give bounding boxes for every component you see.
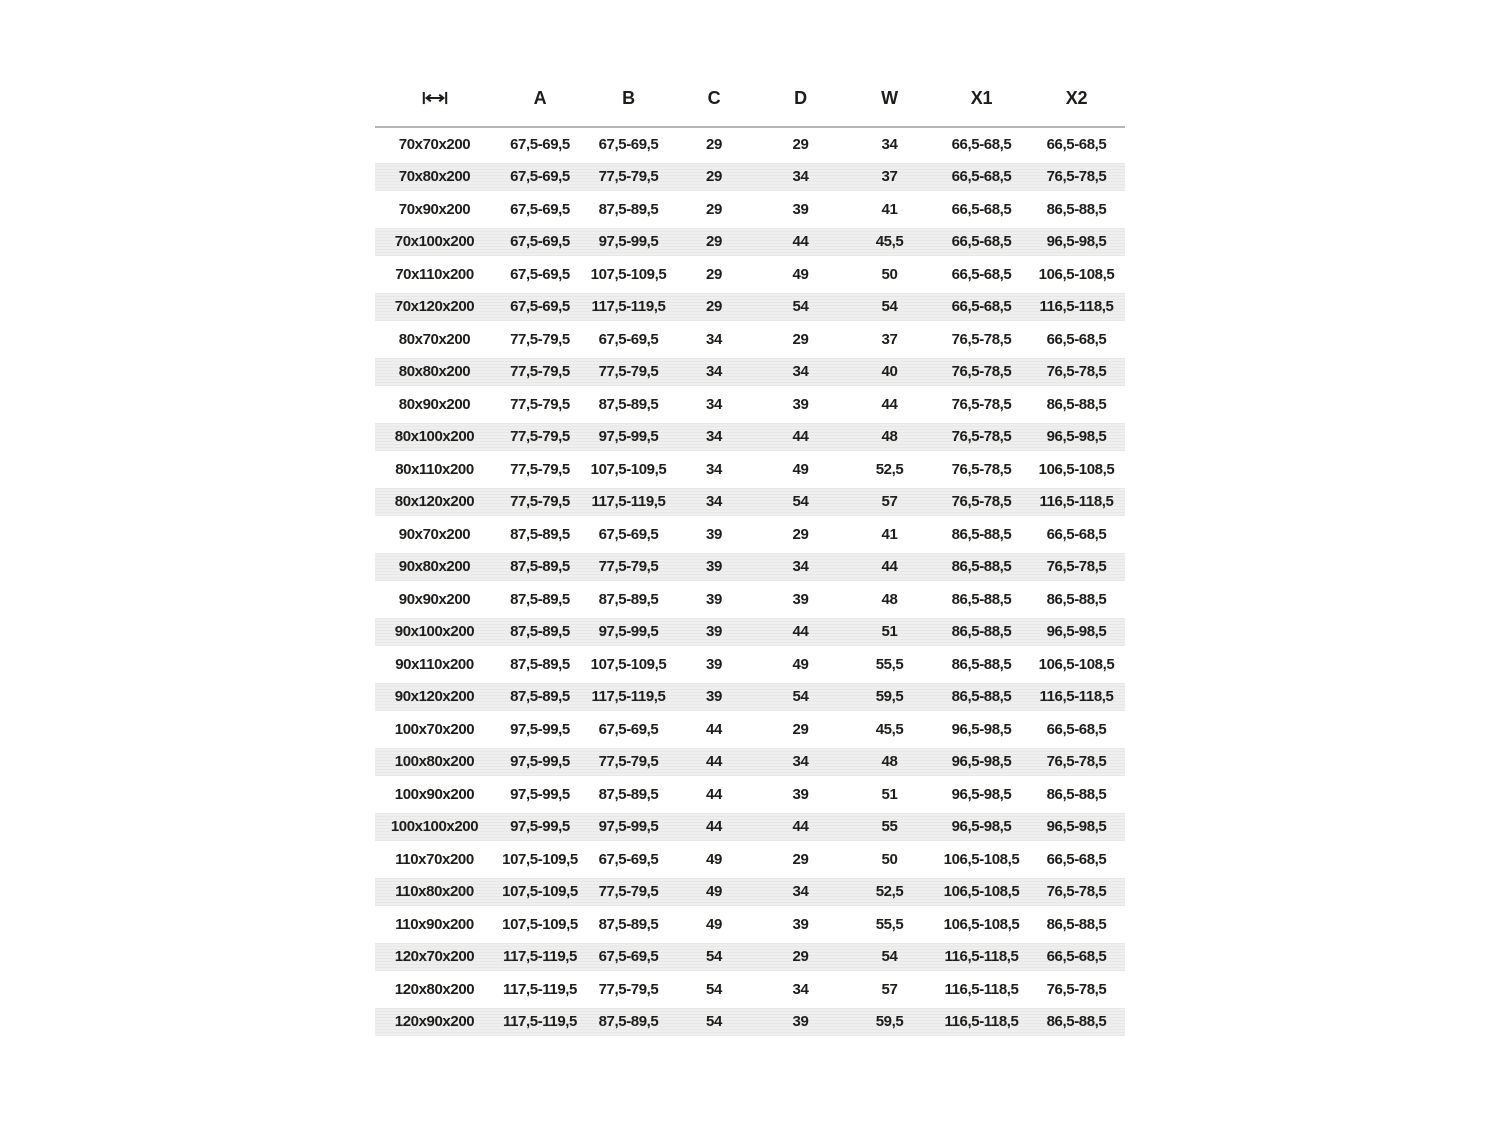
value-cell: 96,5-98,5 — [951, 753, 1012, 771]
value-cell: 76,5-78,5 — [951, 460, 1012, 478]
table-row — [375, 323, 1125, 356]
table-row — [375, 876, 1125, 909]
value-cell: 77,5-79,5 — [598, 980, 659, 998]
value-cell: 87,5-89,5 — [510, 688, 570, 706]
size-cell: 100x70x200 — [394, 720, 475, 738]
value-cell: 66,5-68,5 — [951, 298, 1012, 316]
column-header-d: D — [794, 87, 807, 108]
value-cell: 39 — [706, 525, 722, 543]
value-cell: 57 — [881, 493, 898, 511]
value-cell: 87,5-89,5 — [510, 525, 570, 543]
table-row — [375, 941, 1125, 974]
value-cell: 77,5-79,5 — [598, 168, 659, 186]
column-header-b: B — [622, 87, 635, 108]
size-cell: 70x90x200 — [398, 200, 471, 218]
value-cell: 34 — [792, 168, 809, 186]
value-cell: 50 — [881, 265, 898, 283]
value-cell: 117,5-119,5 — [502, 948, 577, 966]
size-cell: 90x80x200 — [398, 558, 471, 576]
value-cell: 51 — [881, 785, 898, 803]
value-cell: 29 — [706, 233, 722, 251]
value-cell: 106,5-108,5 — [943, 883, 1020, 901]
size-cell: 90x120x200 — [394, 688, 475, 706]
value-cell: 44 — [792, 623, 809, 641]
table-row — [375, 128, 1125, 161]
value-cell: 106,5-108,5 — [1038, 655, 1115, 673]
column-header-c: C — [707, 87, 721, 108]
value-cell: 39 — [792, 590, 809, 608]
table-row — [375, 453, 1125, 486]
table-row — [375, 616, 1125, 649]
value-cell: 67,5-69,5 — [598, 850, 659, 868]
value-cell: 34 — [792, 363, 809, 381]
value-cell: 86,5-88,5 — [951, 590, 1012, 608]
value-cell: 55,5 — [875, 655, 904, 673]
value-cell: 34 — [706, 493, 722, 511]
value-cell: 67,5-69,5 — [510, 265, 570, 283]
value-cell: 77,5-79,5 — [510, 330, 570, 348]
value-cell: 41 — [881, 200, 898, 218]
value-cell: 34 — [792, 883, 809, 901]
size-cell: 80x80x200 — [398, 363, 471, 381]
table-row — [375, 746, 1125, 779]
value-cell: 66,5-68,5 — [951, 168, 1012, 186]
value-cell: 97,5-99,5 — [598, 233, 659, 251]
value-cell: 34 — [792, 753, 809, 771]
value-cell: 96,5-98,5 — [951, 785, 1012, 803]
table-row — [375, 291, 1125, 324]
size-cell: 100x90x200 — [394, 785, 475, 803]
value-cell: 48 — [881, 590, 898, 608]
size-cell: 110x80x200 — [395, 883, 474, 901]
table-body — [375, 128, 1125, 1038]
size-cell: 80x120x200 — [394, 493, 475, 511]
value-cell: 44 — [881, 558, 898, 576]
value-cell: 37 — [881, 330, 898, 348]
value-cell: 97,5-99,5 — [598, 428, 659, 446]
value-cell: 44 — [792, 818, 809, 836]
table-row — [375, 551, 1125, 584]
value-cell: 107,5-109,5 — [590, 265, 667, 283]
value-cell: 66,5-68,5 — [951, 265, 1012, 283]
value-cell: 66,5-68,5 — [1046, 720, 1107, 738]
value-cell: 44 — [792, 233, 809, 251]
column-header-x1: X1 — [970, 87, 993, 108]
value-cell: 34 — [706, 460, 722, 478]
value-cell: 67,5-69,5 — [598, 720, 659, 738]
value-cell: 116,5-118,5 — [1039, 493, 1114, 511]
value-cell: 57 — [881, 980, 898, 998]
value-cell: 117,5-119,5 — [502, 1013, 577, 1031]
value-cell: 50 — [881, 850, 898, 868]
value-cell: 106,5-108,5 — [943, 850, 1020, 868]
value-cell: 87,5-89,5 — [510, 655, 570, 673]
value-cell: 67,5-69,5 — [510, 168, 570, 186]
value-cell: 96,5-98,5 — [1046, 428, 1107, 446]
value-cell: 77,5-79,5 — [598, 883, 659, 901]
dimensions-table — [375, 70, 1125, 1038]
value-cell: 48 — [881, 428, 898, 446]
size-cell: 90x70x200 — [398, 525, 471, 543]
value-cell: 52,5 — [875, 460, 904, 478]
size-cell: 80x100x200 — [394, 428, 475, 446]
column-header-w: W — [881, 87, 898, 108]
value-cell: 39 — [706, 590, 722, 608]
value-cell: 76,5-78,5 — [951, 493, 1012, 511]
value-cell: 96,5-98,5 — [951, 818, 1012, 836]
value-cell: 77,5-79,5 — [598, 363, 659, 381]
value-cell: 48 — [881, 753, 898, 771]
value-cell: 29 — [792, 525, 809, 543]
value-cell: 76,5-78,5 — [1046, 558, 1107, 576]
value-cell: 34 — [792, 980, 809, 998]
size-cell: 110x70x200 — [395, 850, 474, 868]
value-cell: 87,5-89,5 — [598, 395, 659, 413]
value-cell: 117,5-119,5 — [591, 493, 666, 511]
table-row — [375, 161, 1125, 194]
value-cell: 76,5-78,5 — [1046, 363, 1107, 381]
value-cell: 76,5-78,5 — [1046, 980, 1107, 998]
value-cell: 87,5-89,5 — [598, 1013, 659, 1031]
value-cell: 37 — [881, 168, 898, 186]
value-cell: 66,5-68,5 — [1046, 948, 1107, 966]
value-cell: 86,5-88,5 — [951, 688, 1012, 706]
value-cell: 54 — [706, 948, 722, 966]
value-cell: 97,5-99,5 — [510, 785, 570, 803]
value-cell: 86,5-88,5 — [951, 655, 1012, 673]
value-cell: 66,5-68,5 — [951, 233, 1012, 251]
table-row — [375, 908, 1125, 941]
table-row — [375, 811, 1125, 844]
value-cell: 106,5-108,5 — [943, 915, 1020, 933]
value-cell: 97,5-99,5 — [598, 623, 659, 641]
value-cell: 29 — [706, 135, 722, 153]
value-cell: 96,5-98,5 — [1046, 233, 1107, 251]
value-cell: 97,5-99,5 — [510, 818, 570, 836]
size-cell: 90x110x200 — [395, 655, 474, 673]
value-cell: 44 — [881, 395, 898, 413]
value-cell: 86,5-88,5 — [1046, 785, 1107, 803]
column-header-a: A — [533, 87, 547, 108]
value-cell: 67,5-69,5 — [598, 525, 659, 543]
value-cell: 87,5-89,5 — [510, 558, 570, 576]
value-cell: 66,5-68,5 — [1046, 330, 1107, 348]
value-cell: 67,5-69,5 — [598, 330, 659, 348]
value-cell: 107,5-109,5 — [502, 883, 578, 901]
value-cell: 66,5-68,5 — [1046, 135, 1107, 153]
value-cell: 34 — [881, 135, 898, 153]
value-cell: 107,5-109,5 — [590, 460, 667, 478]
size-cell: 100x100x200 — [390, 818, 479, 836]
value-cell: 54 — [792, 688, 809, 706]
value-cell: 49 — [706, 915, 722, 933]
value-cell: 54 — [706, 980, 722, 998]
value-cell: 107,5-109,5 — [590, 655, 667, 673]
table-row — [375, 973, 1125, 1006]
size-cell: 110x90x200 — [395, 915, 474, 933]
value-cell: 39 — [706, 688, 722, 706]
table-row — [375, 713, 1125, 746]
table-row — [375, 843, 1125, 876]
value-cell: 51 — [881, 623, 898, 641]
value-cell: 49 — [792, 265, 809, 283]
value-cell: 67,5-69,5 — [510, 135, 570, 153]
value-cell: 39 — [706, 623, 722, 641]
value-cell: 54 — [881, 298, 898, 316]
table-row — [375, 1006, 1125, 1039]
size-cell: 70x120x200 — [394, 298, 475, 316]
size-cell: 100x80x200 — [394, 753, 475, 771]
value-cell: 49 — [706, 883, 722, 901]
value-cell: 77,5-79,5 — [510, 363, 570, 381]
table-row — [375, 226, 1125, 259]
value-cell: 45,5 — [875, 720, 904, 738]
size-cell: 120x80x200 — [394, 980, 475, 998]
value-cell: 96,5-98,5 — [1046, 818, 1107, 836]
value-cell: 77,5-79,5 — [510, 428, 570, 446]
value-cell: 116,5-118,5 — [944, 948, 1019, 966]
value-cell: 116,5-118,5 — [1039, 298, 1114, 316]
table-row — [375, 356, 1125, 389]
value-cell: 66,5-68,5 — [951, 135, 1012, 153]
value-cell: 76,5-78,5 — [1046, 883, 1107, 901]
value-cell: 77,5-79,5 — [510, 493, 570, 511]
value-cell: 34 — [706, 428, 722, 446]
size-cell: 120x90x200 — [394, 1013, 475, 1031]
table-row — [375, 681, 1125, 714]
value-cell: 54 — [881, 948, 898, 966]
table-header-row — [375, 70, 1125, 128]
value-cell: 77,5-79,5 — [510, 460, 570, 478]
value-cell: 39 — [792, 915, 809, 933]
size-column-header — [375, 90, 494, 106]
value-cell: 67,5-69,5 — [598, 948, 659, 966]
value-cell: 86,5-88,5 — [1046, 915, 1107, 933]
value-cell: 54 — [792, 493, 809, 511]
value-cell: 106,5-108,5 — [1038, 460, 1115, 478]
width-dimension-icon — [421, 90, 449, 106]
table-row — [375, 648, 1125, 681]
value-cell: 59,5 — [875, 688, 904, 706]
value-cell: 59,5 — [875, 1013, 904, 1031]
value-cell: 40 — [881, 363, 898, 381]
size-cell: 70x110x200 — [395, 265, 474, 283]
value-cell: 54 — [792, 298, 809, 316]
value-cell: 87,5-89,5 — [598, 590, 659, 608]
value-cell: 29 — [706, 200, 722, 218]
value-cell: 44 — [706, 753, 722, 771]
value-cell: 86,5-88,5 — [1046, 1013, 1107, 1031]
table-row — [375, 518, 1125, 551]
value-cell: 67,5-69,5 — [598, 135, 659, 153]
value-cell: 66,5-68,5 — [951, 200, 1012, 218]
value-cell: 86,5-88,5 — [1046, 200, 1107, 218]
size-cell: 90x100x200 — [394, 623, 475, 641]
value-cell: 76,5-78,5 — [1046, 753, 1107, 771]
value-cell: 49 — [792, 655, 809, 673]
size-cell: 70x80x200 — [398, 168, 471, 186]
table-row — [375, 486, 1125, 519]
table-row — [375, 778, 1125, 811]
value-cell: 77,5-79,5 — [510, 395, 570, 413]
table-row — [375, 421, 1125, 454]
size-cell: 70x70x200 — [398, 135, 471, 153]
table-row — [375, 258, 1125, 291]
value-cell: 86,5-88,5 — [951, 558, 1012, 576]
value-cell: 44 — [706, 818, 722, 836]
value-cell: 66,5-68,5 — [1046, 525, 1107, 543]
value-cell: 107,5-109,5 — [502, 915, 578, 933]
value-cell: 97,5-99,5 — [510, 753, 570, 771]
value-cell: 39 — [706, 558, 722, 576]
value-cell: 86,5-88,5 — [1046, 590, 1107, 608]
value-cell: 44 — [706, 785, 722, 803]
value-cell: 29 — [706, 168, 722, 186]
value-cell: 29 — [792, 850, 809, 868]
value-cell: 41 — [881, 525, 898, 543]
value-cell: 87,5-89,5 — [510, 623, 570, 641]
value-cell: 67,5-69,5 — [510, 298, 570, 316]
value-cell: 49 — [792, 460, 809, 478]
size-cell: 80x70x200 — [398, 330, 471, 348]
value-cell: 87,5-89,5 — [598, 915, 659, 933]
value-cell: 44 — [706, 720, 722, 738]
value-cell: 97,5-99,5 — [598, 818, 659, 836]
value-cell: 39 — [792, 200, 809, 218]
value-cell: 49 — [706, 850, 722, 868]
value-cell: 116,5-118,5 — [1039, 688, 1114, 706]
value-cell: 96,5-98,5 — [1046, 623, 1107, 641]
value-cell: 67,5-69,5 — [510, 233, 570, 251]
value-cell: 87,5-89,5 — [598, 200, 659, 218]
value-cell: 77,5-79,5 — [598, 558, 659, 576]
value-cell: 39 — [706, 655, 722, 673]
value-cell: 76,5-78,5 — [951, 428, 1012, 446]
value-cell: 97,5-99,5 — [510, 720, 570, 738]
size-cell: 70x100x200 — [394, 233, 475, 251]
value-cell: 86,5-88,5 — [951, 623, 1012, 641]
size-cell: 120x70x200 — [394, 948, 475, 966]
value-cell: 76,5-78,5 — [951, 330, 1012, 348]
value-cell: 29 — [792, 720, 809, 738]
value-cell: 34 — [792, 558, 809, 576]
value-cell: 54 — [706, 1013, 722, 1031]
value-cell: 76,5-78,5 — [951, 363, 1012, 381]
value-cell: 29 — [792, 135, 809, 153]
value-cell: 34 — [706, 395, 722, 413]
size-cell: 80x90x200 — [398, 395, 471, 413]
value-cell: 117,5-119,5 — [502, 980, 577, 998]
value-cell: 66,5-68,5 — [1046, 850, 1107, 868]
size-cell: 90x90x200 — [398, 590, 471, 608]
column-header-x2: X2 — [1065, 87, 1088, 108]
value-cell: 117,5-119,5 — [591, 298, 666, 316]
value-cell: 45,5 — [875, 233, 904, 251]
value-cell: 117,5-119,5 — [591, 688, 666, 706]
value-cell: 39 — [792, 395, 809, 413]
value-cell: 29 — [792, 948, 809, 966]
value-cell: 34 — [706, 363, 722, 381]
value-cell: 76,5-78,5 — [951, 395, 1012, 413]
value-cell: 34 — [706, 330, 722, 348]
value-cell: 39 — [792, 785, 809, 803]
value-cell: 76,5-78,5 — [1046, 168, 1107, 186]
value-cell: 116,5-118,5 — [944, 1013, 1019, 1031]
value-cell: 96,5-98,5 — [951, 720, 1012, 738]
value-cell: 86,5-88,5 — [1046, 395, 1107, 413]
table-row — [375, 388, 1125, 421]
value-cell: 55,5 — [875, 915, 904, 933]
value-cell: 116,5-118,5 — [944, 980, 1019, 998]
value-cell: 77,5-79,5 — [598, 753, 659, 771]
value-cell: 29 — [706, 298, 722, 316]
value-cell: 67,5-69,5 — [510, 200, 570, 218]
table-row — [375, 583, 1125, 616]
value-cell: 52,5 — [875, 883, 904, 901]
value-cell: 39 — [792, 1013, 809, 1031]
value-cell: 29 — [792, 330, 809, 348]
value-cell: 106,5-108,5 — [1038, 265, 1115, 283]
value-cell: 86,5-88,5 — [951, 525, 1012, 543]
value-cell: 87,5-89,5 — [598, 785, 659, 803]
table-row — [375, 193, 1125, 226]
value-cell: 44 — [792, 428, 809, 446]
value-cell: 107,5-109,5 — [502, 850, 578, 868]
value-cell: 29 — [706, 265, 722, 283]
value-cell: 55 — [881, 818, 898, 836]
value-cell: 87,5-89,5 — [510, 590, 570, 608]
size-cell: 80x110x200 — [395, 460, 474, 478]
